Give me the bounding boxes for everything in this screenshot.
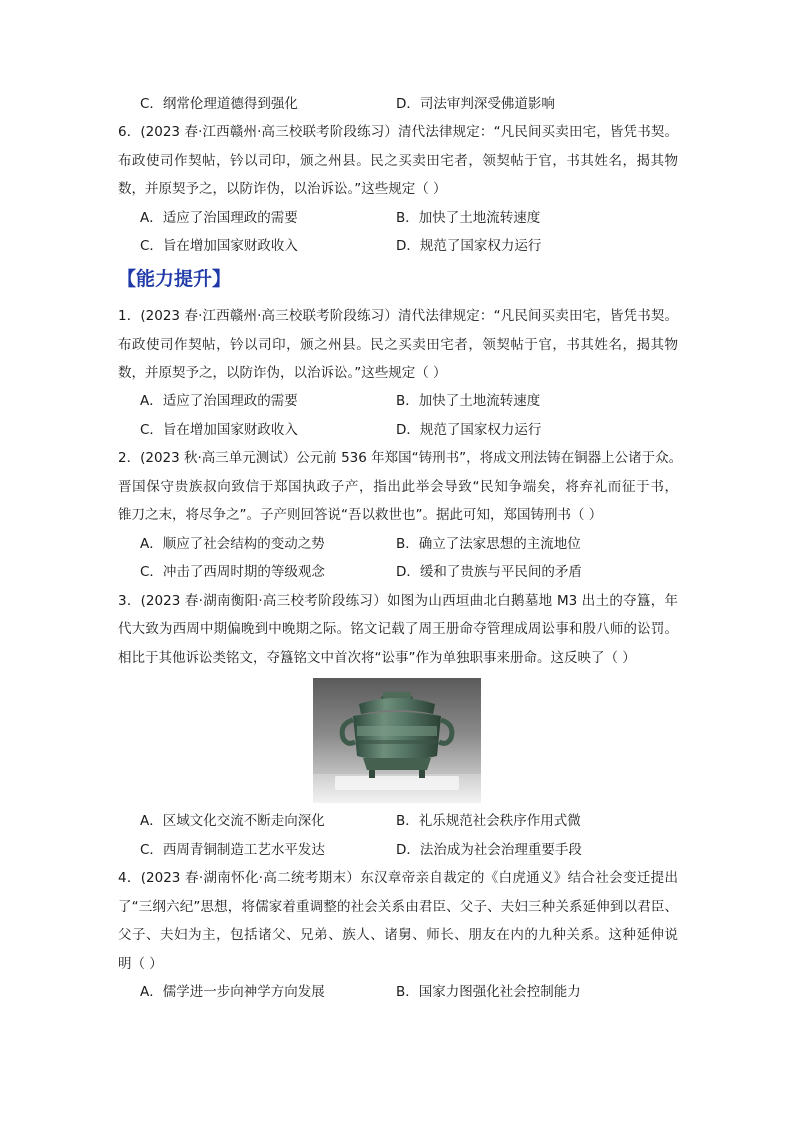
question-3-option-c: C．西周青铜制造工艺水平发达 <box>140 842 325 858</box>
question-3-option-b: B．礼乐规范社会秩序作用式微 <box>396 813 581 829</box>
question-4-line-1: 4．(2023 春·湖南怀化·高二统考期末）东汉章帝亲自裁定的《白虎通义》结合社会变迁提出 <box>118 870 678 886</box>
question-6-line-3: 数，并原契予之，以防诈伪，以治诉讼。”这些规定（ ） <box>118 181 447 197</box>
question-1-option-b: B．加快了土地流转速度 <box>396 393 541 409</box>
question-1-option-d: D．规范了国家权力运行 <box>396 422 542 438</box>
question-3-line-3: 相比于其他诉讼类铭文，夺簋铭文中首次将“讼事”作为单独职事来册命。这反映了（ ） <box>118 650 636 666</box>
question-6-line-1: 6．(2023 春·江西赣州·高三校联考阶段练习）清代法律规定：“凡民间买卖田宅，皆凭书契。 <box>118 124 678 140</box>
question-4-option-b: B．国家力图强化社会控制能力 <box>396 984 581 1000</box>
question-6-option-a: A．适应了治国理政的需要 <box>140 210 298 226</box>
prev-option-d: D．司法审判深受佛道影响 <box>396 96 555 112</box>
question-2-option-d: D．缓和了贵族与平民间的矛盾 <box>396 564 582 580</box>
question-2-option-c: C．冲击了西周时期的等级观念 <box>140 564 325 580</box>
question-2-option-a: A．顺应了社会结构的变动之势 <box>140 536 325 552</box>
question-3-line-1: 3．(2023 春·湖南衡阳·高三校考阶段练习）如图为山西垣曲北白鹅墓地 M3 出土的夺簋，年 <box>118 593 678 609</box>
question-2-option-b: B．确立了法家思想的主流地位 <box>396 536 581 552</box>
bronze-vessel-illustration <box>313 678 481 803</box>
section-heading: 【能力提升】 <box>117 268 232 290</box>
question-4-line-2: 了“三纲六纪”思想，将儒家着重调整的社会关系由君臣、父子、夫妇三种关系延伸到以君臣、 <box>118 899 678 915</box>
question-3-option-d: D．法治成为社会治理重要手段 <box>396 842 582 858</box>
question-2-line-1: 2．(2023 秋·高三单元测试）公元前 536 年郑国“铸刑书”，将成文刑法铸在铜器上公诸于众。 <box>118 450 683 466</box>
question-6-option-c: C．旨在增加国家财政收入 <box>140 238 298 254</box>
question-4-option-a: A．儒学进一步向神学方向发展 <box>140 984 325 1000</box>
question-1-line-1: 1．(2023 春·江西赣州·高三校联考阶段练习）清代法律规定：“凡民间买卖田宅，皆凭书契。 <box>118 308 678 324</box>
bronze-gui-photo <box>313 678 481 803</box>
prev-option-c: C．纲常伦理道德得到强化 <box>140 96 298 112</box>
question-4-line-3: 父子、夫妇为主，包括诸父、兄弟、族人、诸舅、师长、朋友在内的九种关系。这种延伸说 <box>118 927 678 943</box>
question-1-line-3: 数，并原契予之，以防诈伪，以治诉讼。”这些规定（ ） <box>118 365 447 381</box>
question-2-line-3: 锥刀之末，将尽争之”。子产则回答说“吾以救世也”。据此可知，郑国铸刑书（ ） <box>118 507 603 523</box>
question-6-option-d: D．规范了国家权力运行 <box>396 238 542 254</box>
question-6-option-b: B．加快了土地流转速度 <box>396 210 541 226</box>
question-1-option-c: C．旨在增加国家财政收入 <box>140 422 298 438</box>
question-3-option-a: A．区域文化交流不断走向深化 <box>140 813 325 829</box>
question-1-line-2: 布政使司作契帖，钤以司印，颁之州县。民之买卖田宅者，领契帖于官，书其姓名，揭其物 <box>118 337 678 353</box>
question-2-line-2: 晋国保守贵族叔向致信于郑国执政子产，指出此举会导致“民知争端矣，将弃礼而征于书， <box>118 479 678 495</box>
question-3-line-2: 代大致为西周中期偏晚到中晚期之际。铭文记载了周王册命夺管理成周讼事和殷八师的讼罚。 <box>118 621 678 637</box>
question-1-option-a: A．适应了治国理政的需要 <box>140 393 298 409</box>
question-6-line-2: 布政使司作契帖，钤以司印，颁之州县。民之买卖田宅者，领契帖于官，书其姓名，揭其物 <box>118 153 678 169</box>
question-4-line-4: 明（ ） <box>118 956 163 972</box>
